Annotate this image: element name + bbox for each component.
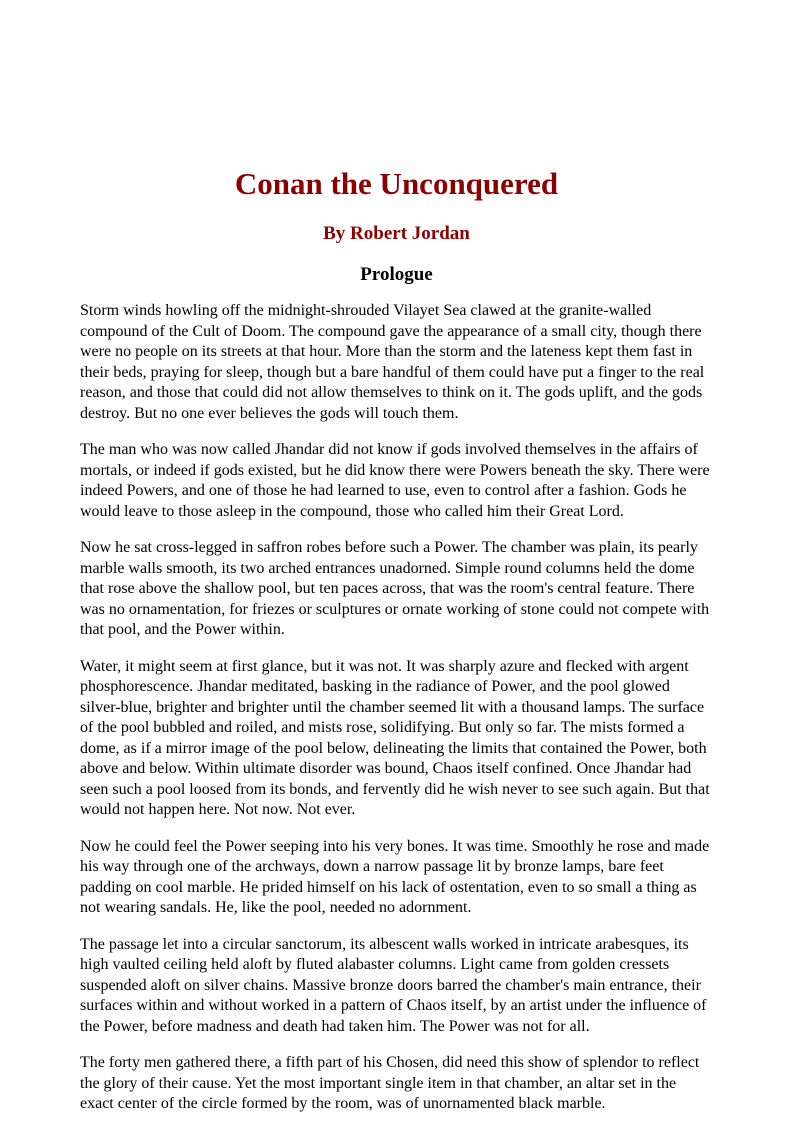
paragraph: The man who was now called Jhandar did not know if gods involved themselves in the affairs of mortals, or indeed if gods existed, but he did know there were Powers beneath the sky. There were indeed Powers, and one of those he had learned to use, even to control after a fashion. Gods he would leave to those asleep in the compound, those who called him their Great Lord. <box>80 441 710 520</box>
paragraph: The passage let into a circular sanctorum, its albescent walls worked in intricate arabesques, its high vaulted ceiling held aloft by fluted alabaster columns. Light came from golden cressets suspended aloft on silver chains. Massive bronze doors barred the chamber's main entrance, their surfaces within and without worked in a pattern of Chaos itself, by an artist under the influence of the Power, before madness and death had taken him. The Power was not for all. <box>80 935 707 1035</box>
book-author: By Robert Jordan <box>323 222 470 244</box>
paragraph: Water, it might seem at first glance, but it was not. It was sharply azure and flecked with argent phosphorescence. Jhandar meditated, basking in the radiance of Power, and the pool glowed silver-blue, brighter and brighter until the chamber seemed lit with a thousand lamps. The surface of the pool bubbled and roiled, and mists rose, solidifying. But only so far. The mists formed a dome, as if a mirror image of the pool below, delineating the limits that contained the Power, both above and below. Within ultimate disorder was bound, Chaos itself confined. Once Jhandar had seen such a pool loosed from its bonds, and fervently did he wish never to see such again. But that would not happen here. Not now. Not ever. <box>80 657 710 819</box>
paragraph: The forty men gathered there, a fifth part of his Chosen, did need this show of splendor to reflect the glory of their cause. Yet the most important single item in that chamber, an altar set in the exact center of the circle formed by the room, was of unornamented black marble. <box>80 1054 700 1113</box>
paragraph: Storm winds howling off the midnight-shrouded Vilayet Sea clawed at the granite-walled compound of the Cult of Doom. The compound gave the appearance of a small city, though there were no people on its streets at that hour. More than the storm and the lateness kept them fast in their beds, praying for sleep, though but a bare handful of them could have put a finger to the real reason, and those that could did not allow themselves to think on it. The gods uplift, and the gods destroy. But no one ever believes the gods will touch them. <box>80 302 705 422</box>
chapter-heading: Prologue <box>360 263 433 285</box>
paragraph: Now he could feel the Power seeping into his very bones. It was time. Smoothly he rose and made his way through one of the archways, down a narrow passage lit by bronze lamps, bare feet padding on cool marble. He prided himself on his lack of ostentation, even to so small a thing as not wearing sandals. He, like the pool, needed no adornment. <box>80 837 710 917</box>
body-text <box>80 301 713 1115</box>
paragraph: Now he sat cross-legged in saffron robes before such a Power. The chamber was plain, its pearly marble walls smooth, its two arched entrances unadorned. Simple round columns held the dome that rose above the shallow pool, but ten paces across, that was the room's central feature. There was no ornamentation, for friezes or sculptures or ornate working of stone could not compete with that pool, and the Power within. <box>80 539 710 639</box>
book-title: Conan the Unconquered <box>234 166 559 201</box>
page-content <box>80 0 713 1115</box>
